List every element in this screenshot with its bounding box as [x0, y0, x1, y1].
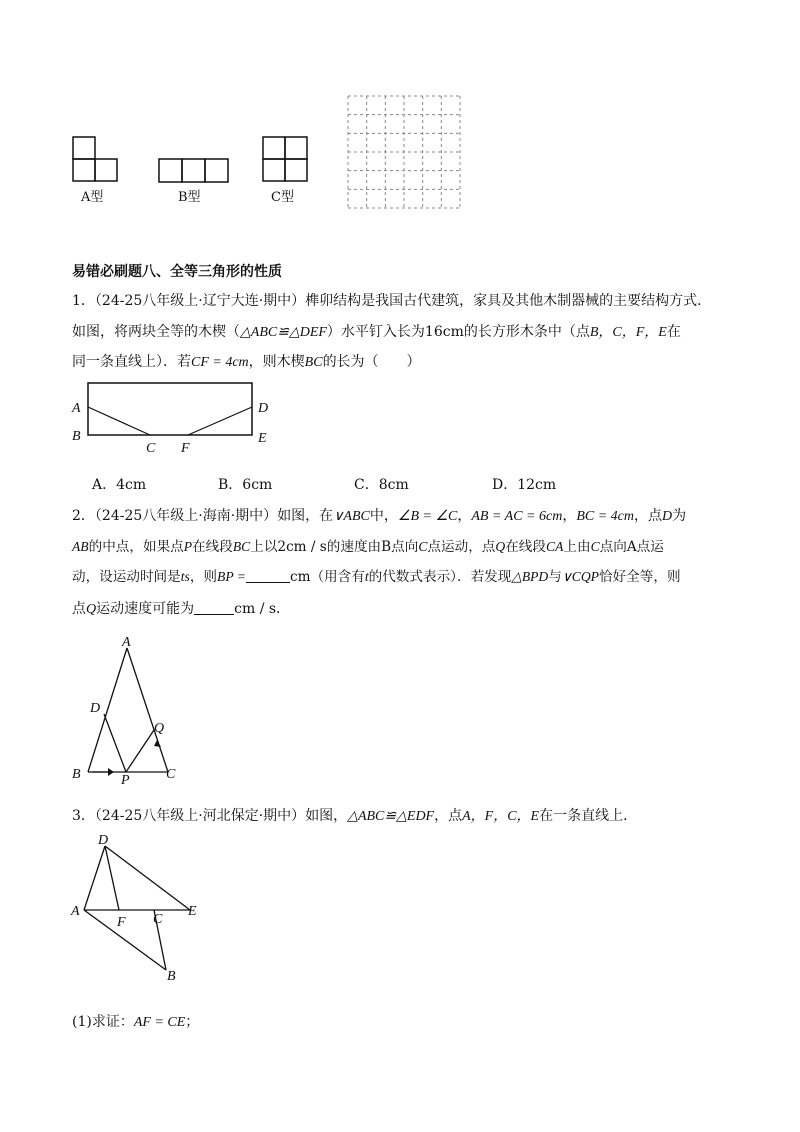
q2-text: 在线段 — [192, 539, 233, 555]
q2-bc: BC — [232, 539, 251, 554]
q3-label-e: E — [188, 904, 197, 919]
q1-line2-text-a: 如图，将两块全等的木楔（ — [72, 324, 240, 340]
q2-angle-expr: ∠B = ∠C — [397, 509, 458, 524]
q3-text: 如图， — [305, 808, 348, 824]
q1-option-b-value: 6cm — [242, 477, 273, 493]
q2-line3 — [72, 567, 681, 587]
q2-triangle: ∨ABC — [333, 509, 370, 524]
q1-label-d: D — [258, 401, 269, 416]
q1-line3 — [72, 352, 421, 373]
q1-label-f: F — [181, 441, 190, 456]
q1-label-c: C — [146, 441, 156, 456]
q1-line1 — [72, 291, 711, 311]
q2-text: ， — [457, 508, 472, 524]
q3-source: （24-25八年级上·河北保定·期中） — [94, 808, 306, 824]
q3-sub1-text: (1)求证： — [72, 1014, 134, 1030]
q2-label-c: C — [166, 767, 176, 782]
q2-text: 在线段 — [505, 539, 546, 555]
q1-option-b-letter: B． — [218, 477, 243, 493]
q1-line2-text-b: ）水平钉入长为 — [326, 324, 425, 340]
q1-source: （24-25八年级上·辽宁大连·期中） — [94, 293, 306, 309]
q1-option-d-value: 12cm — [517, 477, 557, 493]
q2-number: 2． — [72, 508, 95, 524]
q2-label-a: A — [122, 635, 131, 650]
q2-ab: AB — [72, 539, 89, 554]
q3-figure — [68, 830, 208, 982]
q3-label-f: F — [117, 915, 126, 930]
shape-c-label: C型 — [271, 190, 294, 205]
q3-points-list: A，F，C，E — [462, 809, 540, 824]
q2-source: （24-25八年级上·海南·期中） — [94, 508, 278, 524]
q2-text: 恰好全等，则 — [598, 569, 681, 585]
q2-line1 — [72, 506, 686, 527]
q2-time: ts — [180, 569, 190, 584]
q2-text: 为 — [672, 508, 687, 524]
shape-c-figure — [262, 136, 312, 184]
q1-option-a[interactable] — [92, 475, 146, 495]
q1-line2-text-c: 的长方形木条中（点 — [463, 324, 590, 340]
shape-a-label: A型 — [81, 190, 104, 205]
q2-text: 点向A点运 — [599, 539, 664, 555]
q3-number: 3． — [72, 808, 95, 824]
q2-triangle-cqp: ∨CQP — [561, 569, 599, 584]
q2-point-c: C — [590, 539, 600, 554]
q1-bc-var: BC — [304, 355, 323, 370]
q2-text: 的中点，如果点 — [88, 539, 184, 555]
q1-option-a-letter: A． — [92, 477, 117, 493]
q1-option-c[interactable] — [354, 475, 409, 495]
q2-text: cm / s． — [234, 601, 291, 617]
q1-option-b[interactable] — [218, 475, 272, 495]
q2-point-d: D — [661, 509, 673, 524]
q2-label-d: D — [90, 701, 101, 716]
q2-answer-blank-bp[interactable] — [246, 568, 290, 583]
q2-text: 动，设运动时间是 — [72, 569, 181, 585]
q3-sub1-expr: AF = CE — [133, 1015, 186, 1030]
q3-congruence-expr: △ABC≌△EDF — [347, 809, 435, 824]
q2-label-q: Q — [154, 721, 165, 736]
q2-text: 中， — [369, 508, 398, 524]
q3-label-d: D — [98, 833, 109, 848]
q2-t: t — [364, 569, 369, 584]
q1-cf-expr: CF = 4cm — [191, 355, 249, 370]
q1-length-value: 16cm — [424, 324, 464, 340]
q2-answer-blank-speed[interactable] — [194, 600, 234, 615]
q2-point-c: C — [418, 539, 428, 554]
q2-text: ， — [562, 508, 577, 524]
shape-a-figure — [72, 136, 128, 184]
q1-option-d[interactable] — [492, 475, 556, 495]
shape-b-label: B型 — [178, 190, 201, 205]
q2-text: 上以 — [250, 539, 278, 555]
q3-text: ，点 — [434, 808, 463, 824]
q2-speed: 2cm / s — [277, 539, 327, 555]
q1-line3-text-a: 同一条直线上）．若 — [72, 354, 191, 370]
q3-label-b: B — [167, 969, 176, 982]
q1-label-b: B — [72, 429, 81, 444]
q2-text: 的速度由B点向 — [326, 539, 419, 555]
q1-number: 1． — [72, 293, 95, 309]
q3-sub1-text: ； — [185, 1014, 200, 1030]
q2-text: 与 — [548, 569, 562, 585]
q2-line4 — [72, 599, 290, 620]
q1-option-a-value: 4cm — [116, 477, 147, 493]
q2-point-q: Q — [86, 602, 97, 617]
q2-point-p: P — [183, 539, 193, 554]
q1-option-d-letter: D． — [492, 477, 518, 493]
q3-line1 — [72, 806, 637, 827]
q3-label-a: A — [71, 904, 80, 919]
q1-label-a: A — [72, 401, 81, 416]
q1-option-c-value: 8cm — [378, 477, 409, 493]
q2-ab-ac-expr: AB = AC = 6cm — [471, 509, 563, 524]
q2-text: 的代数式表示）．若发现 — [368, 569, 512, 585]
q2-text: ，点 — [633, 508, 662, 524]
q1-label-e: E — [258, 431, 267, 446]
q2-text: cm（用含有 — [289, 569, 365, 585]
q1-congruence-expr: △ABC≌△DEF — [240, 325, 327, 340]
q3-text: 在一条直线上． — [539, 808, 638, 824]
q2-text: 点 — [72, 601, 86, 617]
q1-line2-text-d: 在 — [666, 324, 681, 340]
q2-text: 如图，在 — [277, 508, 334, 524]
q1-figure — [68, 380, 278, 456]
dotted-grid — [346, 94, 462, 210]
q2-triangle-bpd: △BPD — [511, 569, 549, 584]
q1-points-list: B，C，F，E — [589, 325, 667, 340]
q2-label-b: B — [72, 767, 81, 782]
q3-label-c: C — [153, 912, 163, 927]
q2-text: ，则 — [189, 569, 218, 585]
q2-line2 — [72, 537, 664, 557]
shape-b-figure — [158, 158, 230, 184]
q2-text: 运动速度可能为 — [96, 601, 195, 617]
q2-figure — [68, 632, 188, 784]
q2-point-q: Q — [495, 539, 506, 554]
q2-ca: CA — [546, 539, 564, 554]
section-title: 易错必刷题八、全等三角形的性质 — [72, 264, 282, 280]
q2-text: 上由 — [563, 539, 591, 555]
q2-text: 点运动，点 — [427, 539, 496, 555]
q2-bp-expr: BP = — [217, 569, 246, 584]
q1-line3-text-b: ，则木楔 — [248, 354, 305, 370]
q3-sub1 — [72, 1012, 199, 1033]
q1-option-c-letter: C． — [354, 477, 379, 493]
q1-line1-text: 榫卯结构是我国古代建筑，家具及其他木制器械的主要结构方式． — [305, 293, 712, 309]
q1-line2 — [72, 322, 681, 343]
q2-label-p: P — [121, 773, 130, 784]
q2-bc-expr: BC = 4cm — [576, 509, 634, 524]
q1-line3-text-c: 的长为（ ） — [322, 354, 421, 370]
